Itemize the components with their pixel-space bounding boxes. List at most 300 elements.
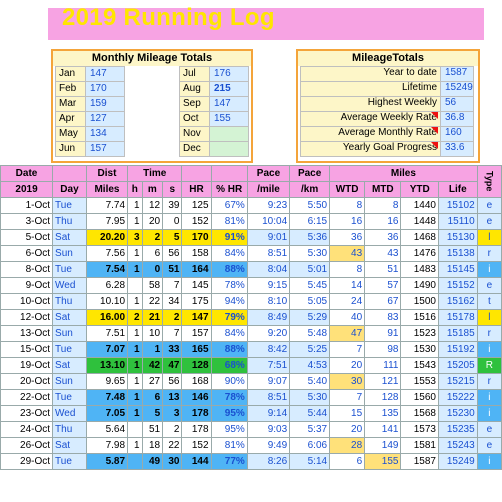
life-cell[interactable]: 15130 — [438, 230, 477, 246]
day-cell[interactable]: Sat — [53, 310, 87, 326]
type-cell[interactable]: r — [477, 246, 501, 262]
day-cell[interactable]: Tue — [53, 198, 87, 214]
pct-hr-cell[interactable]: 79% — [211, 310, 247, 326]
pct-hr-cell[interactable]: 81% — [211, 214, 247, 230]
pct-hr-cell[interactable]: 90% — [211, 374, 247, 390]
hours-cell[interactable]: 1 — [128, 390, 143, 406]
date-cell[interactable]: 3-Oct — [1, 214, 53, 230]
pct-hr-cell[interactable]: 81% — [211, 438, 247, 454]
hours-cell[interactable]: 1 — [128, 214, 143, 230]
wtd-cell[interactable]: 40 — [330, 310, 365, 326]
day-cell[interactable]: Tue — [53, 342, 87, 358]
minutes-cell[interactable]: 42 — [142, 358, 163, 374]
ytd-cell[interactable]: 1568 — [401, 406, 439, 422]
month-mileage-value[interactable]: 134 — [85, 126, 125, 142]
ytd-cell[interactable]: 1553 — [401, 374, 439, 390]
minutes-cell[interactable]: 58 — [142, 278, 163, 294]
pace-km-cell[interactable]: 5:48 — [290, 326, 330, 342]
day-cell[interactable]: Thu — [53, 214, 87, 230]
day-cell[interactable]: Sun — [53, 326, 87, 342]
total-value[interactable]: 33.6 — [440, 141, 474, 157]
seconds-cell[interactable]: 30 — [163, 454, 182, 470]
month-label: Jul — [179, 66, 210, 82]
wtd-cell[interactable]: 16 — [330, 214, 365, 230]
ytd-cell[interactable]: 1516 — [401, 310, 439, 326]
month-mileage-value[interactable]: 147 — [85, 66, 125, 82]
minutes-cell[interactable]: 10 — [142, 326, 163, 342]
life-cell[interactable]: 15138 — [438, 246, 477, 262]
seconds-cell[interactable]: 3 — [163, 406, 182, 422]
mtd-cell[interactable]: 121 — [365, 374, 401, 390]
hours-cell[interactable] — [128, 278, 143, 294]
day-cell[interactable]: Sat — [53, 438, 87, 454]
seconds-cell[interactable]: 0 — [163, 214, 182, 230]
life-cell[interactable]: 15110 — [438, 214, 477, 230]
life-cell[interactable]: 15162 — [438, 294, 477, 310]
pct-hr-cell[interactable]: 78% — [211, 390, 247, 406]
type-cell[interactable]: i — [477, 390, 501, 406]
ytd-cell[interactable]: 1543 — [401, 358, 439, 374]
pace-mile-cell[interactable]: 9:07 — [247, 374, 289, 390]
header-pace-mile: Pace — [247, 166, 289, 182]
wtd-cell[interactable]: 6 — [330, 454, 365, 470]
ytd-cell[interactable]: 1530 — [401, 342, 439, 358]
date-cell[interactable]: 13-Oct — [1, 326, 53, 342]
pace-km-cell[interactable]: 6:15 — [290, 214, 330, 230]
wtd-cell[interactable]: 47 — [330, 326, 365, 342]
hours-cell[interactable]: 1 — [128, 438, 143, 454]
comment-marker-icon[interactable] — [431, 127, 438, 134]
pace-mile-cell[interactable]: 9:14 — [247, 406, 289, 422]
mtd-cell[interactable]: 83 — [365, 310, 401, 326]
life-cell[interactable]: 15249 — [438, 454, 477, 470]
mileage-totals-heading: MileageTotals — [298, 51, 478, 66]
mtd-cell[interactable]: 57 — [365, 278, 401, 294]
wtd-cell[interactable]: 43 — [330, 246, 365, 262]
hours-cell[interactable]: 1 — [128, 326, 143, 342]
hours-cell[interactable]: 1 — [128, 406, 143, 422]
day-cell[interactable]: Wed — [53, 406, 87, 422]
distance-cell[interactable]: 16.00 — [86, 310, 127, 326]
minutes-cell[interactable]: 6 — [142, 390, 163, 406]
day-cell[interactable]: Sat — [53, 358, 87, 374]
heart-rate-cell[interactable]: 128 — [182, 358, 211, 374]
mtd-cell[interactable]: 135 — [365, 406, 401, 422]
type-cell[interactable]: R — [477, 358, 501, 374]
month-mileage-value[interactable] — [209, 141, 249, 157]
wtd-cell[interactable]: 7 — [330, 390, 365, 406]
month-mileage-value[interactable]: 127 — [85, 111, 125, 127]
header-mtd: MTD — [365, 182, 401, 198]
pct-hr-cell[interactable]: 91% — [211, 230, 247, 246]
distance-cell[interactable]: 7.95 — [86, 214, 127, 230]
heart-rate-cell[interactable]: 158 — [182, 246, 211, 262]
hours-cell[interactable]: 3 — [128, 230, 143, 246]
pace-mile-cell[interactable]: 9:01 — [247, 230, 289, 246]
pct-hr-cell[interactable]: 95% — [211, 422, 247, 438]
pace-km-cell[interactable]: 5:14 — [290, 454, 330, 470]
minutes-cell[interactable]: 49 — [142, 454, 163, 470]
comment-marker-icon[interactable] — [431, 112, 438, 119]
ytd-cell[interactable]: 1523 — [401, 326, 439, 342]
pct-hr-cell[interactable]: 68% — [211, 358, 247, 374]
pace-mile-cell[interactable]: 8:51 — [247, 390, 289, 406]
pace-km-cell[interactable]: 5:25 — [290, 342, 330, 358]
hours-cell[interactable]: 1 — [128, 246, 143, 262]
seconds-cell[interactable]: 5 — [163, 230, 182, 246]
date-cell[interactable]: 20-Oct — [1, 374, 53, 390]
month-label: Mar — [55, 96, 86, 112]
heart-rate-cell[interactable]: 165 — [182, 342, 211, 358]
life-cell[interactable]: 15192 — [438, 342, 477, 358]
heart-rate-cell[interactable]: 178 — [182, 406, 211, 422]
minutes-cell[interactable]: 1 — [142, 342, 163, 358]
life-cell[interactable]: 15230 — [438, 406, 477, 422]
pct-hr-cell[interactable]: 84% — [211, 326, 247, 342]
minutes-cell[interactable]: 21 — [142, 310, 163, 326]
date-cell[interactable]: 12-Oct — [1, 310, 53, 326]
comment-marker-icon[interactable] — [431, 142, 438, 149]
month-label: Jun — [55, 141, 86, 157]
ytd-cell[interactable]: 1500 — [401, 294, 439, 310]
heart-rate-cell[interactable]: 170 — [182, 230, 211, 246]
ytd-cell[interactable]: 1490 — [401, 278, 439, 294]
pace-km-cell[interactable]: 5:01 — [290, 262, 330, 278]
wtd-cell[interactable]: 8 — [330, 198, 365, 214]
day-cell[interactable]: Wed — [53, 278, 87, 294]
mtd-cell[interactable]: 149 — [365, 438, 401, 454]
distance-cell[interactable]: 7.07 — [86, 342, 127, 358]
pace-mile-cell[interactable]: 8:10 — [247, 294, 289, 310]
table-row — [1, 214, 502, 230]
minutes-cell[interactable]: 27 — [142, 374, 163, 390]
type-cell[interactable]: l — [477, 230, 501, 246]
mtd-cell[interactable]: 91 — [365, 326, 401, 342]
pace-km-cell[interactable]: 5:30 — [290, 390, 330, 406]
month-label: Nov — [179, 126, 210, 142]
minutes-cell[interactable]: 0 — [142, 262, 163, 278]
heart-rate-cell[interactable]: 147 — [182, 310, 211, 326]
mtd-cell[interactable]: 43 — [365, 246, 401, 262]
pace-mile-cell[interactable]: 9:15 — [247, 278, 289, 294]
ytd-cell[interactable]: 1581 — [401, 438, 439, 454]
day-cell[interactable]: Sun — [53, 374, 87, 390]
seconds-cell[interactable]: 2 — [163, 422, 182, 438]
life-cell[interactable]: 15152 — [438, 278, 477, 294]
day-cell[interactable]: Thu — [53, 422, 87, 438]
type-cell[interactable]: r — [477, 326, 501, 342]
seconds-cell[interactable]: 56 — [163, 246, 182, 262]
seconds-cell[interactable]: 22 — [163, 438, 182, 454]
wtd-cell[interactable]: 20 — [330, 422, 365, 438]
table-header-row-2 — [1, 182, 502, 198]
wtd-cell[interactable]: 7 — [330, 342, 365, 358]
seconds-cell[interactable]: 7 — [163, 278, 182, 294]
day-cell[interactable]: Sat — [53, 230, 87, 246]
seconds-cell[interactable]: 33 — [163, 342, 182, 358]
heart-rate-cell[interactable]: 178 — [182, 422, 211, 438]
date-cell[interactable]: 9-Oct — [1, 278, 53, 294]
life-cell[interactable]: 15185 — [438, 326, 477, 342]
pace-km-cell[interactable]: 5:50 — [290, 198, 330, 214]
total-value[interactable]: 15249 — [440, 81, 474, 97]
distance-cell[interactable]: 7.05 — [86, 406, 127, 422]
type-cell[interactable]: e — [477, 438, 501, 454]
mtd-cell[interactable]: 141 — [365, 422, 401, 438]
wtd-cell[interactable]: 30 — [330, 374, 365, 390]
day-cell[interactable]: Sun — [53, 246, 87, 262]
date-cell[interactable]: 8-Oct — [1, 262, 53, 278]
date-cell[interactable]: 24-Oct — [1, 422, 53, 438]
month-label: Apr — [55, 111, 86, 127]
wtd-cell[interactable]: 14 — [330, 278, 365, 294]
ytd-cell[interactable]: 1440 — [401, 198, 439, 214]
total-value[interactable]: 160 — [440, 126, 474, 142]
date-cell[interactable]: 22-Oct — [1, 390, 53, 406]
table-row — [1, 294, 502, 310]
type-cell[interactable]: l — [477, 310, 501, 326]
ytd-cell[interactable]: 1483 — [401, 262, 439, 278]
type-cell[interactable]: i — [477, 342, 501, 358]
day-cell[interactable]: Tue — [53, 390, 87, 406]
seconds-cell[interactable]: 51 — [163, 262, 182, 278]
pace-km-cell[interactable]: 5:45 — [290, 278, 330, 294]
type-cell[interactable]: i — [477, 406, 501, 422]
mtd-cell[interactable]: 16 — [365, 214, 401, 230]
hours-cell[interactable]: 1 — [128, 374, 143, 390]
pace-km-cell[interactable]: 5:30 — [290, 246, 330, 262]
life-cell[interactable]: 15102 — [438, 198, 477, 214]
pace-mile-cell[interactable]: 7:51 — [247, 358, 289, 374]
seconds-cell[interactable]: 34 — [163, 294, 182, 310]
day-cell[interactable]: Tue — [53, 262, 87, 278]
pct-hr-cell[interactable]: 94% — [211, 294, 247, 310]
wtd-cell[interactable]: 15 — [330, 406, 365, 422]
mtd-cell[interactable]: 155 — [365, 454, 401, 470]
month-label: Oct — [179, 111, 210, 127]
pct-hr-cell[interactable]: 88% — [211, 342, 247, 358]
minutes-cell[interactable]: 12 — [142, 198, 163, 214]
date-cell[interactable]: 19-Oct — [1, 358, 53, 374]
type-cell[interactable]: i — [477, 262, 501, 278]
pct-hr-cell[interactable]: 67% — [211, 198, 247, 214]
pace-km-cell[interactable]: 4:53 — [290, 358, 330, 374]
month-mileage-value[interactable]: 170 — [85, 81, 125, 97]
seconds-cell[interactable]: 2 — [163, 310, 182, 326]
minutes-cell[interactable]: 6 — [142, 246, 163, 262]
distance-cell[interactable]: 7.51 — [86, 326, 127, 342]
date-cell[interactable]: 23-Oct — [1, 406, 53, 422]
life-cell[interactable]: 15178 — [438, 310, 477, 326]
month-mileage-value[interactable]: 147 — [209, 96, 249, 112]
life-cell[interactable]: 15205 — [438, 358, 477, 374]
type-cell[interactable]: r — [477, 374, 501, 390]
minutes-cell[interactable]: 18 — [142, 438, 163, 454]
wtd-cell[interactable]: 28 — [330, 438, 365, 454]
pace-mile-cell[interactable]: 8:26 — [247, 454, 289, 470]
minutes-cell[interactable]: 51 — [142, 422, 163, 438]
pace-mile-cell[interactable]: 9:03 — [247, 422, 289, 438]
month-mileage-value[interactable]: 176 — [209, 66, 249, 82]
hours-cell[interactable]: 1 — [128, 198, 143, 214]
heart-rate-cell[interactable]: 152 — [182, 214, 211, 230]
hours-cell[interactable] — [128, 422, 143, 438]
month-mileage-value[interactable]: 155 — [209, 111, 249, 127]
pace-km-cell[interactable]: 5:44 — [290, 406, 330, 422]
hours-cell[interactable]: 1 — [128, 342, 143, 358]
date-cell[interactable]: 10-Oct — [1, 294, 53, 310]
header-pace-km: Pace — [290, 166, 330, 182]
total-value[interactable]: 56 — [440, 96, 474, 112]
pace-km-cell[interactable]: 5:36 — [290, 230, 330, 246]
minutes-cell[interactable]: 5 — [142, 406, 163, 422]
hours-cell[interactable]: 1 — [128, 358, 143, 374]
minutes-cell[interactable]: 20 — [142, 214, 163, 230]
seconds-cell[interactable]: 13 — [163, 390, 182, 406]
type-cell[interactable]: e — [477, 422, 501, 438]
hours-cell[interactable]: 1 — [128, 294, 143, 310]
total-value[interactable]: 1587 — [440, 66, 474, 82]
pace-km-cell[interactable]: 5:40 — [290, 374, 330, 390]
minutes-cell[interactable]: 2 — [142, 230, 163, 246]
date-cell[interactable]: 26-Oct — [1, 438, 53, 454]
day-cell[interactable]: Thu — [53, 294, 87, 310]
life-cell[interactable]: 15235 — [438, 422, 477, 438]
mtd-cell[interactable]: 98 — [365, 342, 401, 358]
type-cell[interactable]: t — [477, 294, 501, 310]
mtd-cell[interactable]: 8 — [365, 198, 401, 214]
header-s: s — [163, 182, 182, 198]
date-cell[interactable]: 6-Oct — [1, 246, 53, 262]
date-cell[interactable]: 29-Oct — [1, 454, 53, 470]
life-cell[interactable]: 15145 — [438, 262, 477, 278]
mtd-cell[interactable]: 51 — [365, 262, 401, 278]
heart-rate-cell[interactable]: 157 — [182, 326, 211, 342]
total-value[interactable]: 36.8 — [440, 111, 474, 127]
mtd-cell[interactable]: 111 — [365, 358, 401, 374]
hours-cell[interactable] — [128, 454, 143, 470]
pace-mile-cell[interactable]: 8:49 — [247, 310, 289, 326]
distance-cell[interactable]: 7.56 — [86, 246, 127, 262]
seconds-cell[interactable]: 39 — [163, 198, 182, 214]
heart-rate-cell[interactable]: 146 — [182, 390, 211, 406]
pct-hr-cell[interactable]: 84% — [211, 246, 247, 262]
pace-mile-cell[interactable]: 9:23 — [247, 198, 289, 214]
heart-rate-cell[interactable]: 145 — [182, 278, 211, 294]
wtd-cell[interactable]: 8 — [330, 262, 365, 278]
heart-rate-cell[interactable]: 168 — [182, 374, 211, 390]
pct-hr-cell[interactable]: 77% — [211, 454, 247, 470]
mtd-cell[interactable]: 67 — [365, 294, 401, 310]
heart-rate-cell[interactable]: 164 — [182, 262, 211, 278]
pace-km-cell[interactable]: 5:29 — [290, 310, 330, 326]
pace-mile-cell[interactable]: 9:49 — [247, 438, 289, 454]
hours-cell[interactable]: 2 — [128, 310, 143, 326]
distance-cell[interactable]: 10.10 — [86, 294, 127, 310]
distance-cell[interactable]: 7.48 — [86, 390, 127, 406]
heart-rate-cell[interactable]: 152 — [182, 438, 211, 454]
life-cell[interactable]: 15222 — [438, 390, 477, 406]
distance-cell[interactable]: 6.28 — [86, 278, 127, 294]
ytd-cell[interactable]: 1448 — [401, 214, 439, 230]
mtd-cell[interactable]: 128 — [365, 390, 401, 406]
heart-rate-cell[interactable]: 175 — [182, 294, 211, 310]
seconds-cell[interactable]: 47 — [163, 358, 182, 374]
pace-mile-cell[interactable]: 9:20 — [247, 326, 289, 342]
mtd-cell[interactable]: 36 — [365, 230, 401, 246]
pace-mile-cell[interactable]: 8:42 — [247, 342, 289, 358]
distance-cell[interactable]: 20.20 — [86, 230, 127, 246]
type-cell[interactable]: i — [477, 454, 501, 470]
total-label: Highest Weekly — [300, 96, 441, 112]
wtd-cell[interactable]: 36 — [330, 230, 365, 246]
table-row — [1, 278, 502, 294]
ytd-cell[interactable]: 1468 — [401, 230, 439, 246]
month-mileage-value[interactable] — [209, 126, 249, 142]
wtd-cell[interactable]: 24 — [330, 294, 365, 310]
total-label: Lifetime — [300, 81, 441, 97]
pace-mile-cell[interactable]: 10:04 — [247, 214, 289, 230]
distance-cell[interactable]: 5.64 — [86, 422, 127, 438]
pace-km-cell[interactable]: 5:37 — [290, 422, 330, 438]
distance-cell[interactable]: 7.54 — [86, 262, 127, 278]
distance-cell[interactable]: 13.10 — [86, 358, 127, 374]
hours-cell[interactable]: 1 — [128, 262, 143, 278]
date-cell[interactable]: 1-Oct — [1, 198, 53, 214]
pct-hr-cell[interactable]: 78% — [211, 278, 247, 294]
distance-cell[interactable]: 5.87 — [86, 454, 127, 470]
month-label: Feb — [55, 81, 86, 97]
pace-mile-cell[interactable]: 8:04 — [247, 262, 289, 278]
pct-hr-cell[interactable]: 95% — [211, 406, 247, 422]
type-cell[interactable]: e — [477, 278, 501, 294]
day-cell[interactable]: Tue — [53, 454, 87, 470]
ytd-cell[interactable]: 1476 — [401, 246, 439, 262]
ytd-cell[interactable]: 1573 — [401, 422, 439, 438]
total-label: Average Weekly Rate — [300, 111, 441, 127]
distance-cell[interactable]: 7.98 — [86, 438, 127, 454]
wtd-cell[interactable]: 20 — [330, 358, 365, 374]
seconds-cell[interactable]: 7 — [163, 326, 182, 342]
pace-km-cell[interactable]: 5:05 — [290, 294, 330, 310]
pace-km-cell[interactable]: 6:06 — [290, 438, 330, 454]
distance-cell[interactable]: 9.65 — [86, 374, 127, 390]
seconds-cell[interactable]: 56 — [163, 374, 182, 390]
date-cell[interactable]: 15-Oct — [1, 342, 53, 358]
table-header-row-1 — [1, 166, 502, 182]
heart-rate-cell[interactable]: 144 — [182, 454, 211, 470]
type-cell[interactable]: e — [477, 214, 501, 230]
month-mileage-value[interactable]: 215 — [209, 81, 249, 97]
distance-cell[interactable]: 7.74 — [86, 198, 127, 214]
life-cell[interactable]: 15243 — [438, 438, 477, 454]
month-mileage-value[interactable]: 159 — [85, 96, 125, 112]
ytd-cell[interactable]: 1560 — [401, 390, 439, 406]
header-m: m — [142, 182, 163, 198]
month-mileage-value[interactable]: 157 — [85, 141, 125, 157]
minutes-cell[interactable]: 22 — [142, 294, 163, 310]
type-cell[interactable]: e — [477, 198, 501, 214]
pct-hr-cell[interactable]: 88% — [211, 262, 247, 278]
ytd-cell[interactable]: 1587 — [401, 454, 439, 470]
date-cell[interactable]: 5-Oct — [1, 230, 53, 246]
life-cell[interactable]: 15215 — [438, 374, 477, 390]
header-dist-miles: Miles — [86, 182, 127, 198]
pace-mile-cell[interactable]: 8:51 — [247, 246, 289, 262]
month-label: May — [55, 126, 86, 142]
heart-rate-cell[interactable]: 125 — [182, 198, 211, 214]
table-row — [1, 422, 502, 438]
